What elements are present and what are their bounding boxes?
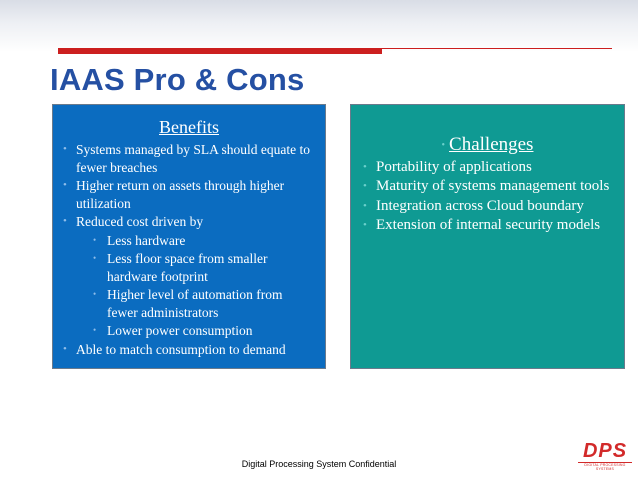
benefit-item: • Systems managed by SLA should equate to fewer breaches	[63, 141, 315, 176]
benefit-sub-item: • Lower power consumption	[63, 322, 315, 340]
benefit-sub-item: • Less floor space from smaller hardware footprint	[63, 250, 315, 285]
dps-logo	[576, 440, 634, 470]
challenge-item: • Maturity of systems management tools	[363, 177, 612, 197]
benefit-sub-item: • Higher level of automation from fewer administrators	[63, 286, 315, 321]
footer-text: Digital Processing System Confidential	[241, 459, 397, 469]
challenge-item: • Portability of applications	[363, 158, 612, 178]
header-accent-bar	[58, 48, 382, 54]
logo-text: DPS	[582, 440, 628, 462]
slide-title: IAAS Pro & Cons	[50, 62, 305, 97]
header-gradient	[0, 0, 638, 52]
challenge-item: • Extension of internal security models	[363, 216, 612, 236]
benefit-item: • Higher return on assets through higher utilization	[63, 177, 315, 212]
benefit-sub-item: • Less hardware	[63, 232, 315, 250]
challenges-panel	[350, 104, 625, 369]
benefits-panel	[52, 104, 326, 369]
benefit-item: • Able to match consumption to demand	[63, 341, 315, 359]
challenges-list	[363, 158, 612, 236]
challenges-heading: Challenges	[449, 134, 534, 155]
header-accent-line	[382, 48, 612, 49]
benefit-item: • Reduced cost driven by	[63, 213, 315, 231]
benefits-list	[63, 141, 315, 358]
logo-subtext: DIGITAL PROCESSING SYSTEMS	[584, 463, 626, 471]
challenge-item: • Integration across Cloud boundary	[363, 197, 612, 217]
benefits-heading: Benefits	[159, 117, 219, 137]
challenges-heading-row	[363, 135, 612, 156]
bullet-icon: •	[441, 139, 446, 151]
